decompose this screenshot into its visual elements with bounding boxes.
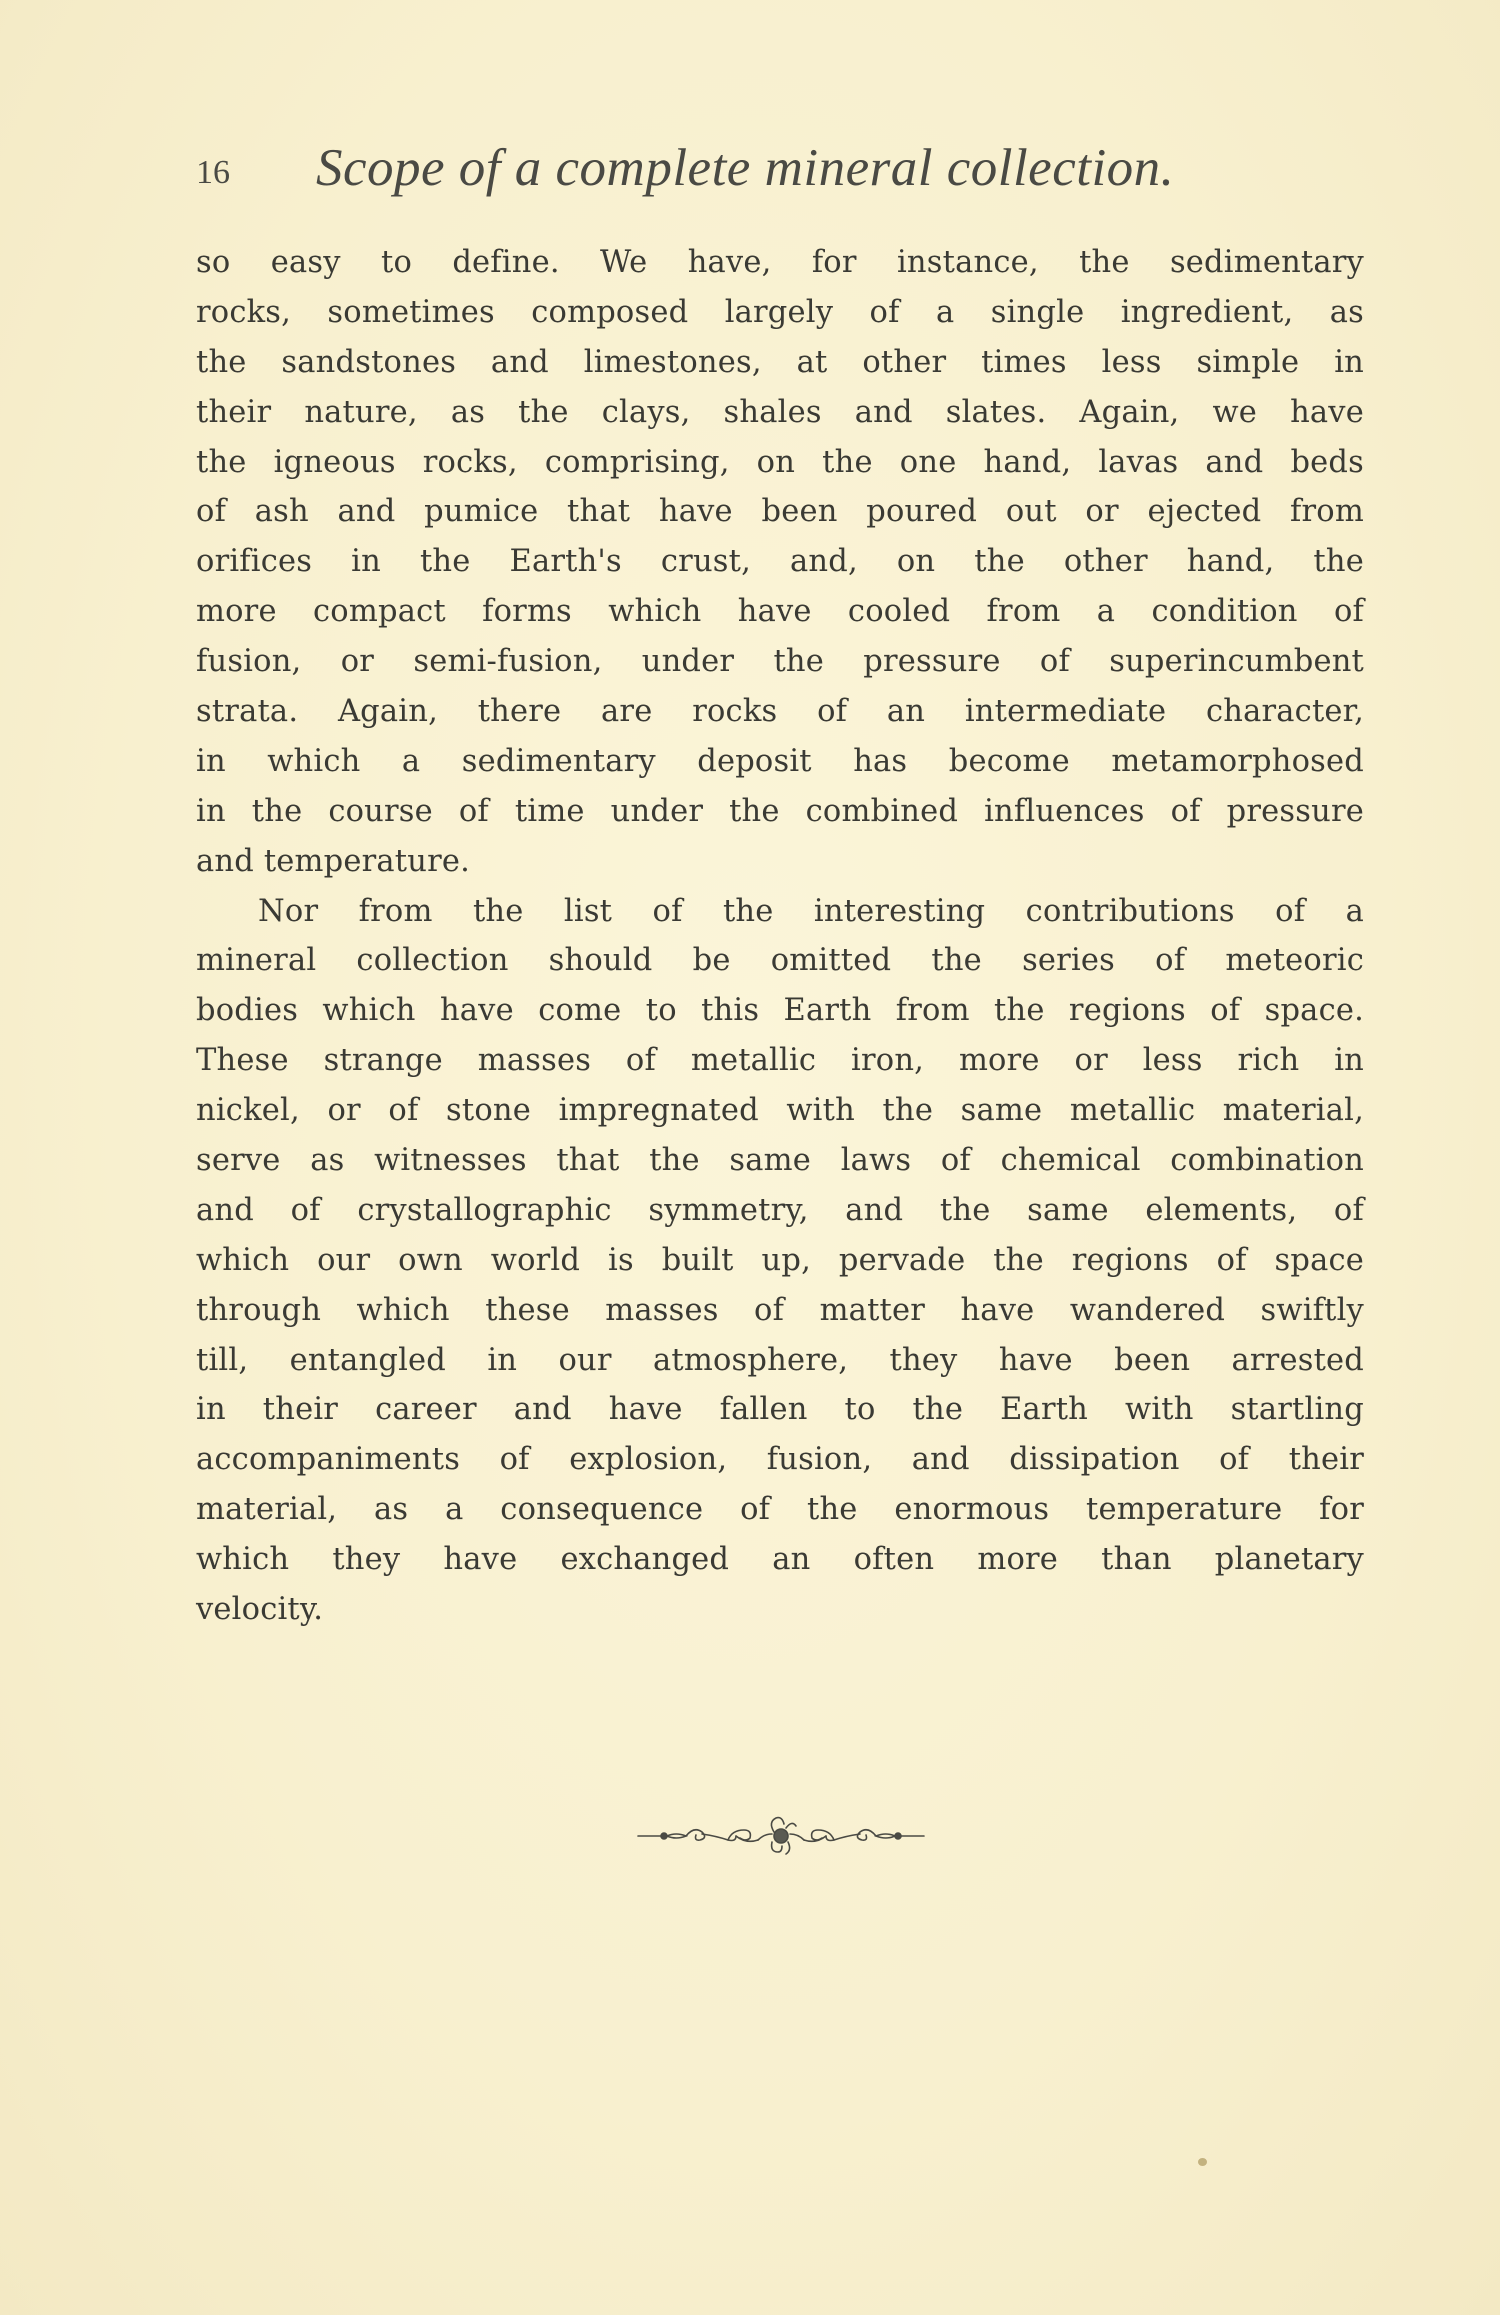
paper-spot [1198, 2158, 1207, 2166]
text-line: more compact forms which have cooled from a condition of [196, 594, 1364, 630]
text-line: serve as witnesses that the same laws of chemical combination [196, 1143, 1364, 1179]
text-line: their nature, as the clays, shales and slates. Again, we have [196, 394, 1364, 430]
body-text [196, 238, 1364, 1635]
paragraph-meteorites [196, 887, 1364, 1635]
text-line: material, as a consequence of the enormous temperature for [196, 1492, 1364, 1528]
text-line: rocks, sometimes composed largely of a single ingredient, as [196, 294, 1364, 330]
text-line: nickel, or of stone impregnated with the same metallic material, [196, 1093, 1364, 1129]
text-line: bodies which have come to this Earth from the regions of space. [196, 993, 1364, 1029]
text-line: the igneous rocks, comprising, on the one hand, lavas and beds [196, 444, 1364, 480]
text-line: and temperature. [196, 843, 471, 879]
scroll-ornament-icon [636, 1812, 926, 1856]
text-line: so easy to define. We have, for instance, the sedimentary [196, 245, 1364, 280]
text-line: in their career and have fallen to the Earth with startling [196, 1392, 1364, 1428]
text-line: of ash and pumice that have been poured out or ejected from [196, 494, 1364, 530]
paragraph-rock-types [196, 238, 1364, 887]
text-line: fusion, or semi-fusion, under the pressure of superincumbent [196, 644, 1364, 680]
text-line: and of crystallographic symmetry, and the same elements, of [196, 1192, 1364, 1228]
text-line: These strange masses of metallic iron, more or less rich in [196, 1043, 1364, 1079]
text-line: strata. Again, there are rocks of an intermediate character, [196, 694, 1364, 730]
text-line: velocity. [196, 1592, 324, 1628]
text-line: the sandstones and limestones, at other times less simple in [196, 344, 1364, 380]
running-head [196, 138, 1316, 208]
text-line: in the course of time under the combined influences of pressure [196, 793, 1364, 829]
text-line: accompaniments of explosion, fusion, and dissipation of their [196, 1442, 1364, 1478]
page-number: 16 [196, 154, 230, 191]
text-line: through which these masses of matter have wandered swiftly [196, 1292, 1364, 1328]
text-line: Nor from the list of the interesting contributions of a [258, 893, 1364, 929]
text-line: till, entangled in our atmosphere, they have been arrested [196, 1342, 1364, 1378]
text-line: mineral collection should be omitted the series of meteoric [196, 943, 1364, 979]
running-title: Scope of a complete mineral collection. [316, 139, 1175, 197]
text-line: orifices in the Earth's crust, and, on the other hand, the [196, 544, 1364, 580]
text-line: in which a sedimentary deposit has become metamorphosed [196, 743, 1364, 779]
text-line: which our own world is built up, pervade the regions of space [196, 1242, 1364, 1278]
text-line: which they have exchanged an often more than planetary [196, 1542, 1364, 1578]
